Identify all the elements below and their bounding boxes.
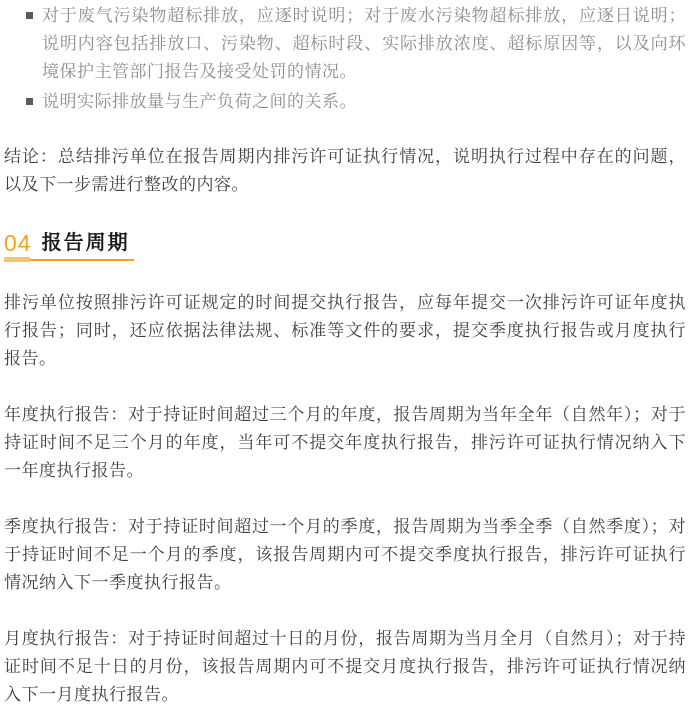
list-item [42,88,686,116]
bullet-text: 说明实际排放量与生产负荷之间的关系。 [42,92,357,111]
body-paragraph: 月度执行报告：对于持证时间超过十日的月份，报告周期为当月全月（自然月）；对于持证时间不足十日的月份，该报告周期内可不提交月度执行报告，排污许可证执行情况纳入下一月度执行报告。 [4,629,686,704]
section-number: 04 [4,230,32,256]
conclusion-paragraph: 结论：总结排污单位在报告周期内排污许可证执行情况，说明执行过程中存在的问题，以及下一步需进行整改的内容。 [4,147,686,194]
section-heading [4,231,134,263]
list-item [42,2,686,86]
body-paragraph: 季度执行报告：对于持证时间超过一个月的季度，报告周期为当季全季（自然季度）；对于持证时间不足一个月的季度，该报告周期内可不提交季度执行报告，排污许可证执行情况纳入下一季度执行报告。 [4,517,686,592]
bullet-list [4,2,686,116]
body-paragraph: 排污单位按照排污许可证规定的时间提交执行报告，应每年提交一次排污许可证年度执行报告；同时，还应依据法律法规、标准等文件的要求，提交季度执行报告或月度执行报告。 [4,293,686,368]
bullet-text: 对于废气污染物超标排放，应逐时说明；对于废水污染物超标排放，应逐日说明；说明内容包括排放口、污染物、超标时段、实际排放浓度、超标原因等，以及向环境保护主管部门报告及接受处罚的情况。 [42,6,686,81]
section-title: 报告周期 [41,232,130,254]
body-paragraph: 年度执行报告：对于持证时间超过三个月的年度，报告周期为当年全年（自然年）；对于持证时间不足三个月的年度，当年可不提交年度执行报告，排污许可证执行情况纳入下一年度执行报告。 [4,405,686,480]
bullet-square-icon [26,98,33,105]
bullet-square-icon [26,12,33,19]
heading-underline-thick [4,257,30,262]
